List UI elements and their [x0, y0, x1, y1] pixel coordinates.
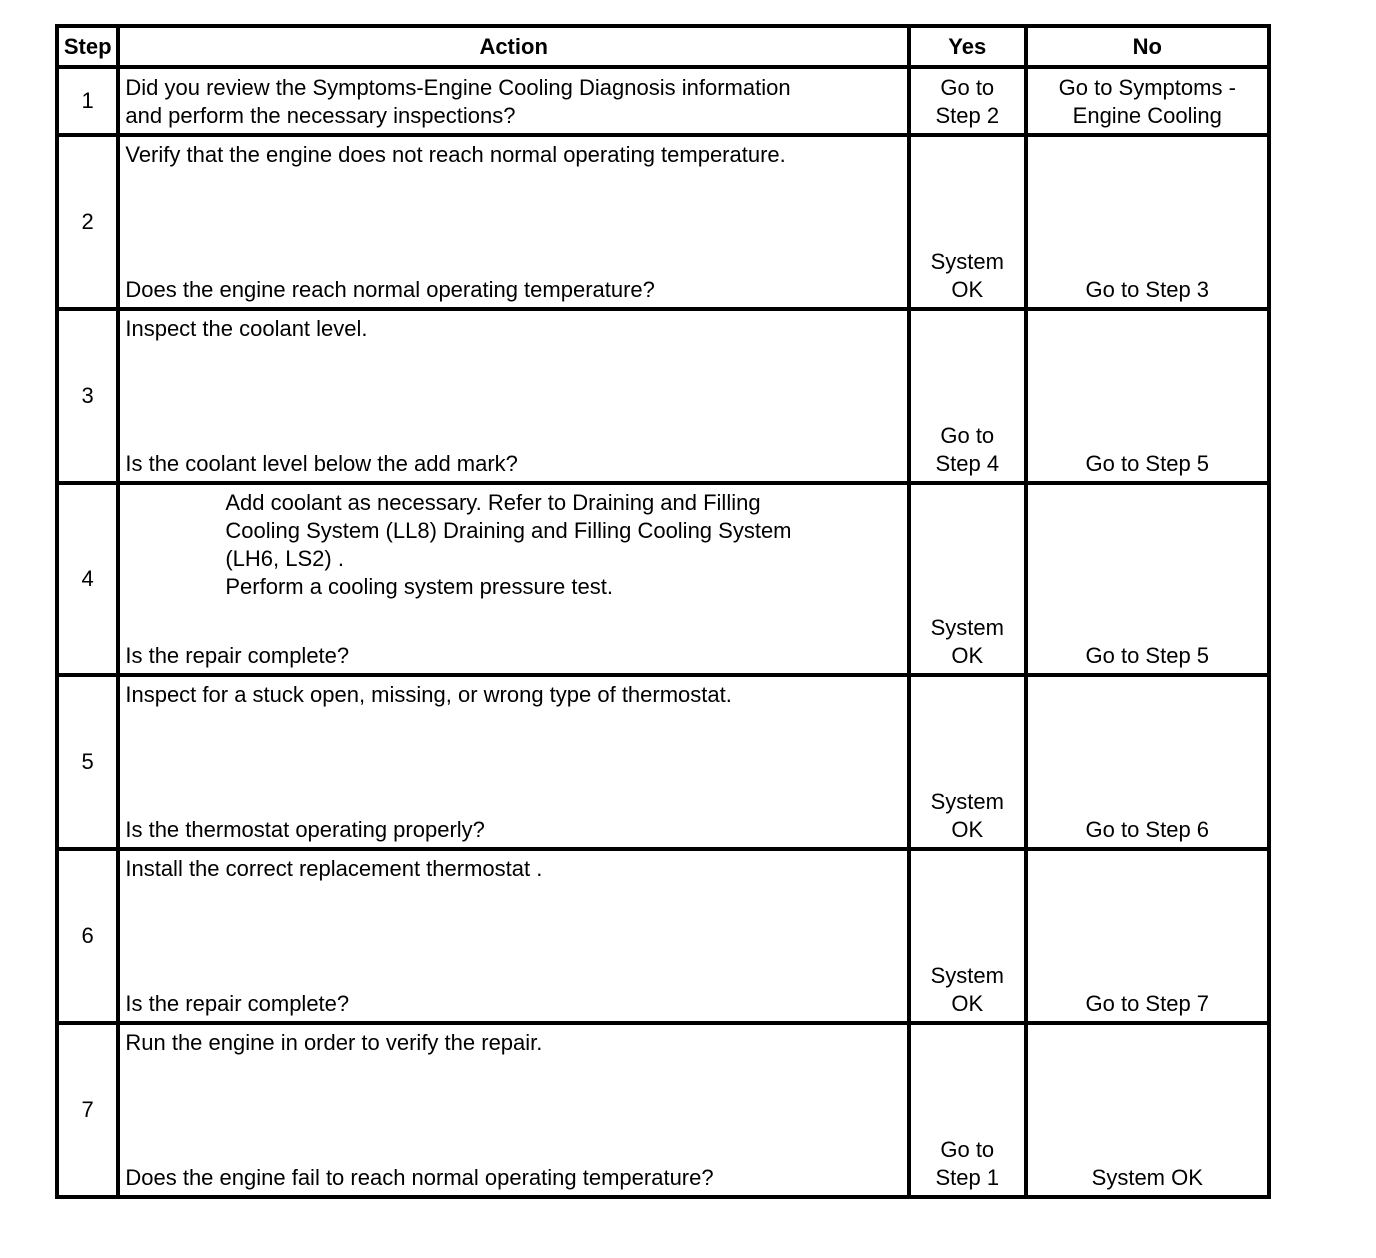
no-answer-line: Go to Step 5 [1085, 451, 1210, 476]
action-line: Perform a cooling system pressure test. [225, 574, 613, 599]
yes-answer [911, 248, 1024, 304]
table-row [57, 135, 1269, 309]
table-row [57, 849, 1269, 1023]
action-line: Run the engine in order to verify the repair. [125, 1030, 543, 1055]
action-cell [118, 483, 909, 675]
action-cell [118, 135, 909, 309]
table-row [57, 675, 1269, 849]
header-row [57, 26, 1269, 67]
table-row [57, 483, 1269, 675]
no-answer [1028, 450, 1267, 478]
action-instruction [125, 315, 901, 343]
table-row [57, 1023, 1269, 1197]
action-question: Does the engine reach normal operating temperature? [125, 277, 655, 302]
yes-answer-line: OK [951, 991, 984, 1016]
no-answer [1028, 1164, 1267, 1192]
yes-answer-line: System [930, 615, 1004, 640]
action-line: Verify that the engine does not reach normal operating temperature. [125, 142, 786, 167]
no-answer-line: Go to Step 6 [1085, 817, 1210, 842]
step-number: 5 [57, 675, 118, 849]
no-answer-cell [1026, 483, 1269, 675]
yes-answer-line: Go to [940, 75, 995, 100]
action-line: Did you review the Symptoms-Engine Cooling Diagnosis information [125, 75, 791, 100]
no-answer [1028, 74, 1267, 130]
no-answer-line: Go to Step 7 [1085, 991, 1210, 1016]
no-answer-line: Engine Cooling [1072, 103, 1222, 128]
no-answer-cell [1026, 675, 1269, 849]
diagnostic-table [55, 24, 1271, 1199]
action-line: (LH6, LS2) . [225, 546, 344, 571]
yes-answer-cell [909, 309, 1026, 483]
no-answer-line: Go to Step 3 [1085, 277, 1210, 302]
yes-answer [911, 788, 1024, 844]
header-step: Step [57, 26, 118, 67]
no-answer-line: System OK [1091, 1165, 1203, 1190]
yes-answer-cell [909, 67, 1026, 135]
yes-answer-line: System [930, 963, 1004, 988]
yes-answer [911, 614, 1024, 670]
action-line: Install the correct replacement thermostat . [125, 856, 543, 881]
action-instruction [125, 74, 901, 130]
action-cell [118, 849, 909, 1023]
action-cell [118, 67, 909, 135]
yes-answer-cell [909, 849, 1026, 1023]
yes-answer-cell [909, 135, 1026, 309]
no-answer-line: Go to Symptoms - [1058, 75, 1236, 100]
yes-answer-line: Step 2 [935, 103, 1000, 128]
yes-answer [911, 74, 1024, 130]
action-instruction [125, 489, 901, 601]
action-cell [118, 675, 909, 849]
yes-answer-line: Step 1 [935, 1165, 1000, 1190]
action-question: Is the coolant level below the add mark? [125, 451, 518, 476]
action-question: Is the repair complete? [125, 991, 350, 1016]
action-question: Does the engine fail to reach normal operating temperature? [125, 1165, 714, 1190]
no-answer-cell [1026, 135, 1269, 309]
table-body [57, 67, 1269, 1197]
action-line: and perform the necessary inspections? [125, 103, 516, 128]
step-number: 1 [57, 67, 118, 135]
step-number: 3 [57, 309, 118, 483]
action-instruction [125, 1029, 901, 1057]
no-answer [1028, 642, 1267, 670]
yes-answer-line: OK [951, 817, 984, 842]
yes-answer-line: Step 4 [935, 451, 1000, 476]
action-cell [118, 1023, 909, 1197]
yes-answer-line: Go to [940, 423, 995, 448]
no-answer-cell [1026, 67, 1269, 135]
yes-answer-cell [909, 675, 1026, 849]
action-line: Add coolant as necessary. Refer to Draining and Filling [225, 490, 761, 515]
action-question: Is the repair complete? [125, 643, 350, 668]
action-line: Inspect the coolant level. [125, 316, 368, 341]
no-answer-cell [1026, 309, 1269, 483]
no-answer-line: Go to Step 5 [1085, 643, 1210, 668]
yes-answer [911, 962, 1024, 1018]
no-answer-cell [1026, 1023, 1269, 1197]
no-answer [1028, 990, 1267, 1018]
step-number: 6 [57, 849, 118, 1023]
yes-answer-line: System [930, 789, 1004, 814]
header-yes: Yes [909, 26, 1026, 67]
step-number: 2 [57, 135, 118, 309]
action-instruction [125, 681, 901, 709]
action-line: Cooling System (LL8) Draining and Filling Cooling System [225, 518, 792, 543]
yes-answer-cell [909, 483, 1026, 675]
yes-answer-cell [909, 1023, 1026, 1197]
yes-answer-line: Go to [940, 1137, 995, 1162]
no-answer-cell [1026, 849, 1269, 1023]
action-line: Inspect for a stuck open, missing, or wrong type of thermostat. [125, 682, 732, 707]
step-number: 7 [57, 1023, 118, 1197]
yes-answer-line: OK [951, 277, 984, 302]
action-instruction [125, 141, 901, 169]
action-instruction [125, 855, 901, 883]
step-number: 4 [57, 483, 118, 675]
yes-answer [911, 422, 1024, 478]
no-answer [1028, 276, 1267, 304]
yes-answer-line: System [930, 249, 1004, 274]
action-cell [118, 309, 909, 483]
no-answer [1028, 816, 1267, 844]
table-row [57, 309, 1269, 483]
header-action: Action [118, 26, 909, 67]
yes-answer [911, 1136, 1024, 1192]
table-row [57, 67, 1269, 135]
header-no: No [1026, 26, 1269, 67]
yes-answer-line: OK [951, 643, 984, 668]
action-question: Is the thermostat operating properly? [125, 817, 485, 842]
